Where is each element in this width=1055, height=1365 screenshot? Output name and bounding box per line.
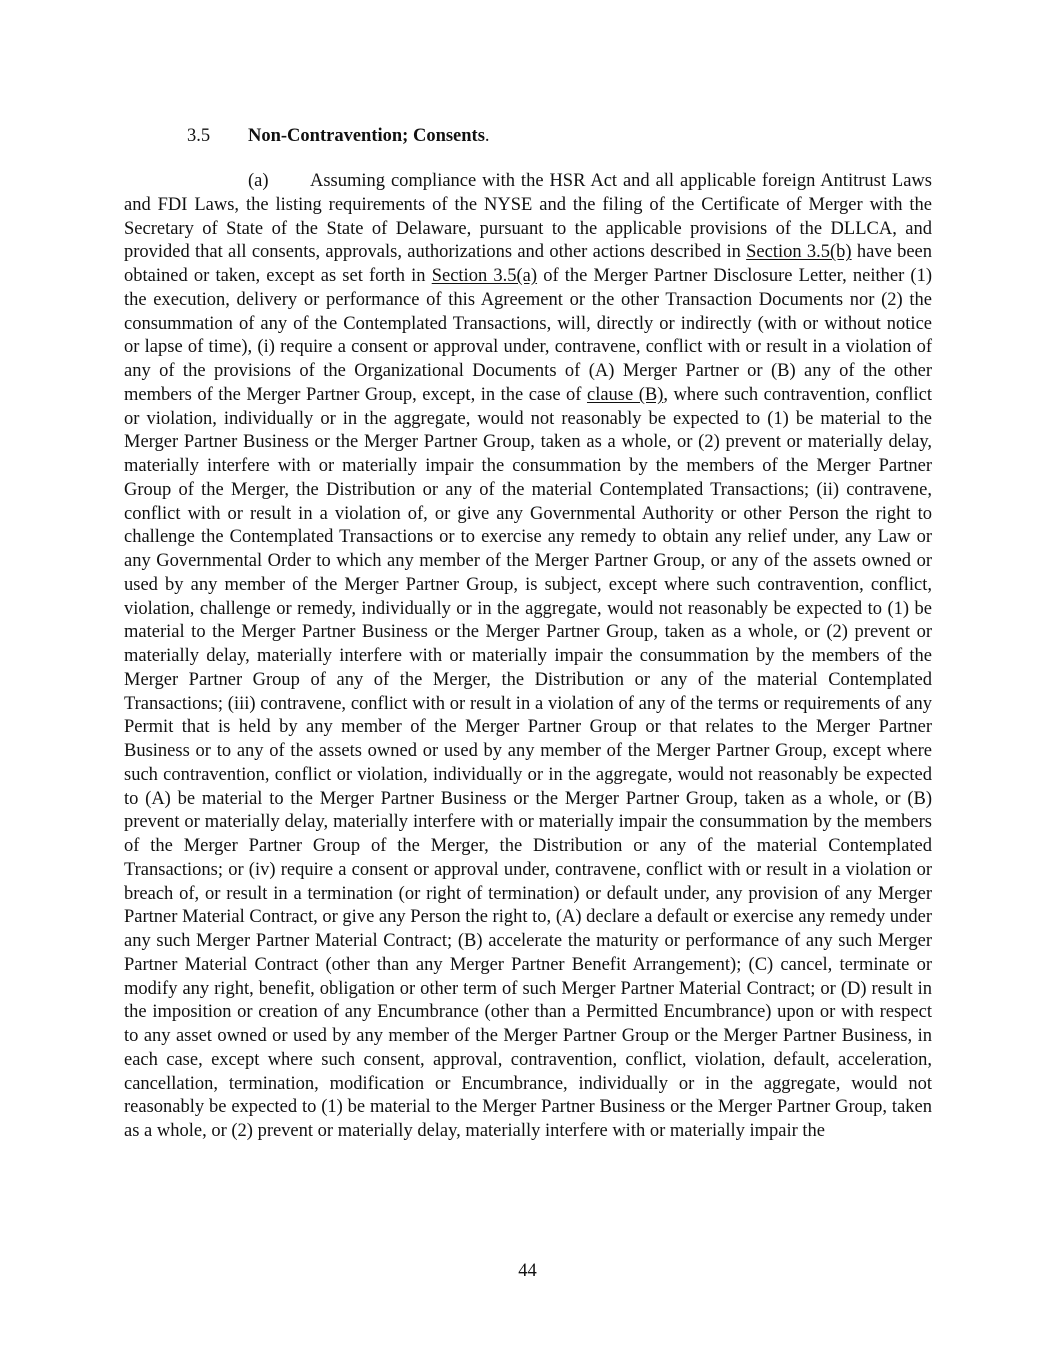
paragraph-text: have been obtained or taken, except as set forth in — [124, 242, 932, 286]
section-title: Non-Contravention; Consents — [248, 126, 485, 146]
clause-reference-link: clause (B) — [586, 384, 664, 405]
section-reference-link: Section 3.5(b) — [746, 242, 852, 263]
section-heading — [187, 124, 490, 148]
paragraph-text: Assuming compliance with the HSR Act and all applicable foreign Antitrust Laws and FDI Laws, the listing requirements of the NYSE and the filing of the Certificate of Merger with the Secretary of State of the State of Delaware, pursuant to the applicable provisions of the DLLCA, and provided that all consents, approvals, authorizations and other actions described in — [124, 171, 932, 263]
paragraph-text: of the Merger Partner Disclosure Letter, neither (1) the execution, delivery or performance of this Agreement or the other Transaction Documents nor (2) the consummation of any of the Contemplated Transactions, will, directly or indirectly (with or without notice or lapse of time), (i) require a consent or approval under, contravene, conflict with or result in a violation of any of the provisions of the Organizational Documents of (A) Merger Partner or (B) any of the other members of the Merger Partner Group, except, in the case of — [124, 266, 932, 405]
section-title-period: . — [484, 126, 490, 146]
section-reference-link: Section 3.5(a) — [431, 266, 538, 286]
section-number: 3.5 — [187, 126, 211, 146]
paragraph-text: , where such contravention, conflict or violation, individually or in the aggregate, would not reasonably be expected to (1) be material to the Merger Partner Business or the Merger Partner Group, taken as a whole, or (2) prevent or materially delay, materially interfere with or materially impair the consummation by the members of the Merger Partner Group of the Merger, the Distribution or any of the material Contemplated Transactions; (ii) contravene, conflict with or result in a violation of, or give any Governmental Authority or other Person the right to challenge the Contemplated Transactions or to exercise any remedy to obtain any relief under, any Law or any Governmental Order to which any member of the Merger Partner Group, or any of the assets owned or used by any member of the Merger Partner Group, is subject, except where such contravention, conflict, violation, challenge or remedy, individually or in the aggregate, would not reasonably be expected to (1) be material to the Merger Partner Business or the Merger Partner Group, taken as a whole, or (2) prevent or materially delay, materially interfere with or materially impair the consummation by the members of the Merger Partner Group of any of the Merger, the Distribution or any of the material Contemplated Transactions; (iii) contravene, conflict with or result in a violation of any of the terms or requirements of any Permit that is held by any member of the Merger Partner Group or that relates to the Merger Partner Business or to any of the assets owned or used by any member of the Merger Partner Group, except where such contravention, conflict or violation, individually or in the aggregate, would not reasonably be expected to (A) be material to the Merger Partner Business or the Merger Partner Group, taken as a whole, or (B) prevent or materially delay, materially interfere with or materially impair the consummation by the members of the Merger Partner Group of the Merger, the Distribution or any of the material Contemplated Transactions; or (iv) require a consent or approval under, contravene, conflict with or result in a violation or breach of, or result in a termination (or right of termination) or default under, any provision of any Merger Partner Material Contract, or give any Person the right to, (A) declare a default or exercise any remedy under any such Merger Partner Material Contract; (B) accelerate the maturity or performance of any such Merger Partner Material Contract (other than any Merger Partner Benefit Arrangement); (C) cancel, terminate or modify any right, benefit, obligation or other term of such Merger Partner Material Contract; or (D) result in the imposition or creation of any Encumbrance (other than a Permitted Encumbrance) upon or with respect to any asset owned or used by any member of the Merger Partner Group or the Merger Partner Business, in each case, except where such consent, approval, contravention, conflict, violation, default, acceleration, cancellation, termination, modification or Encumbrance, individually or in the aggregate, would not reasonably be expected to (1) be material to the Merger Partner Business or the Merger Partner Group, taken as a whole, or (2) prevent or materially delay, materially interfere with or materially impair the — [124, 384, 932, 1141]
page-number: 44 — [518, 1261, 537, 1281]
paragraph-a — [124, 170, 932, 1144]
paragraph-label: (a) — [248, 171, 269, 191]
